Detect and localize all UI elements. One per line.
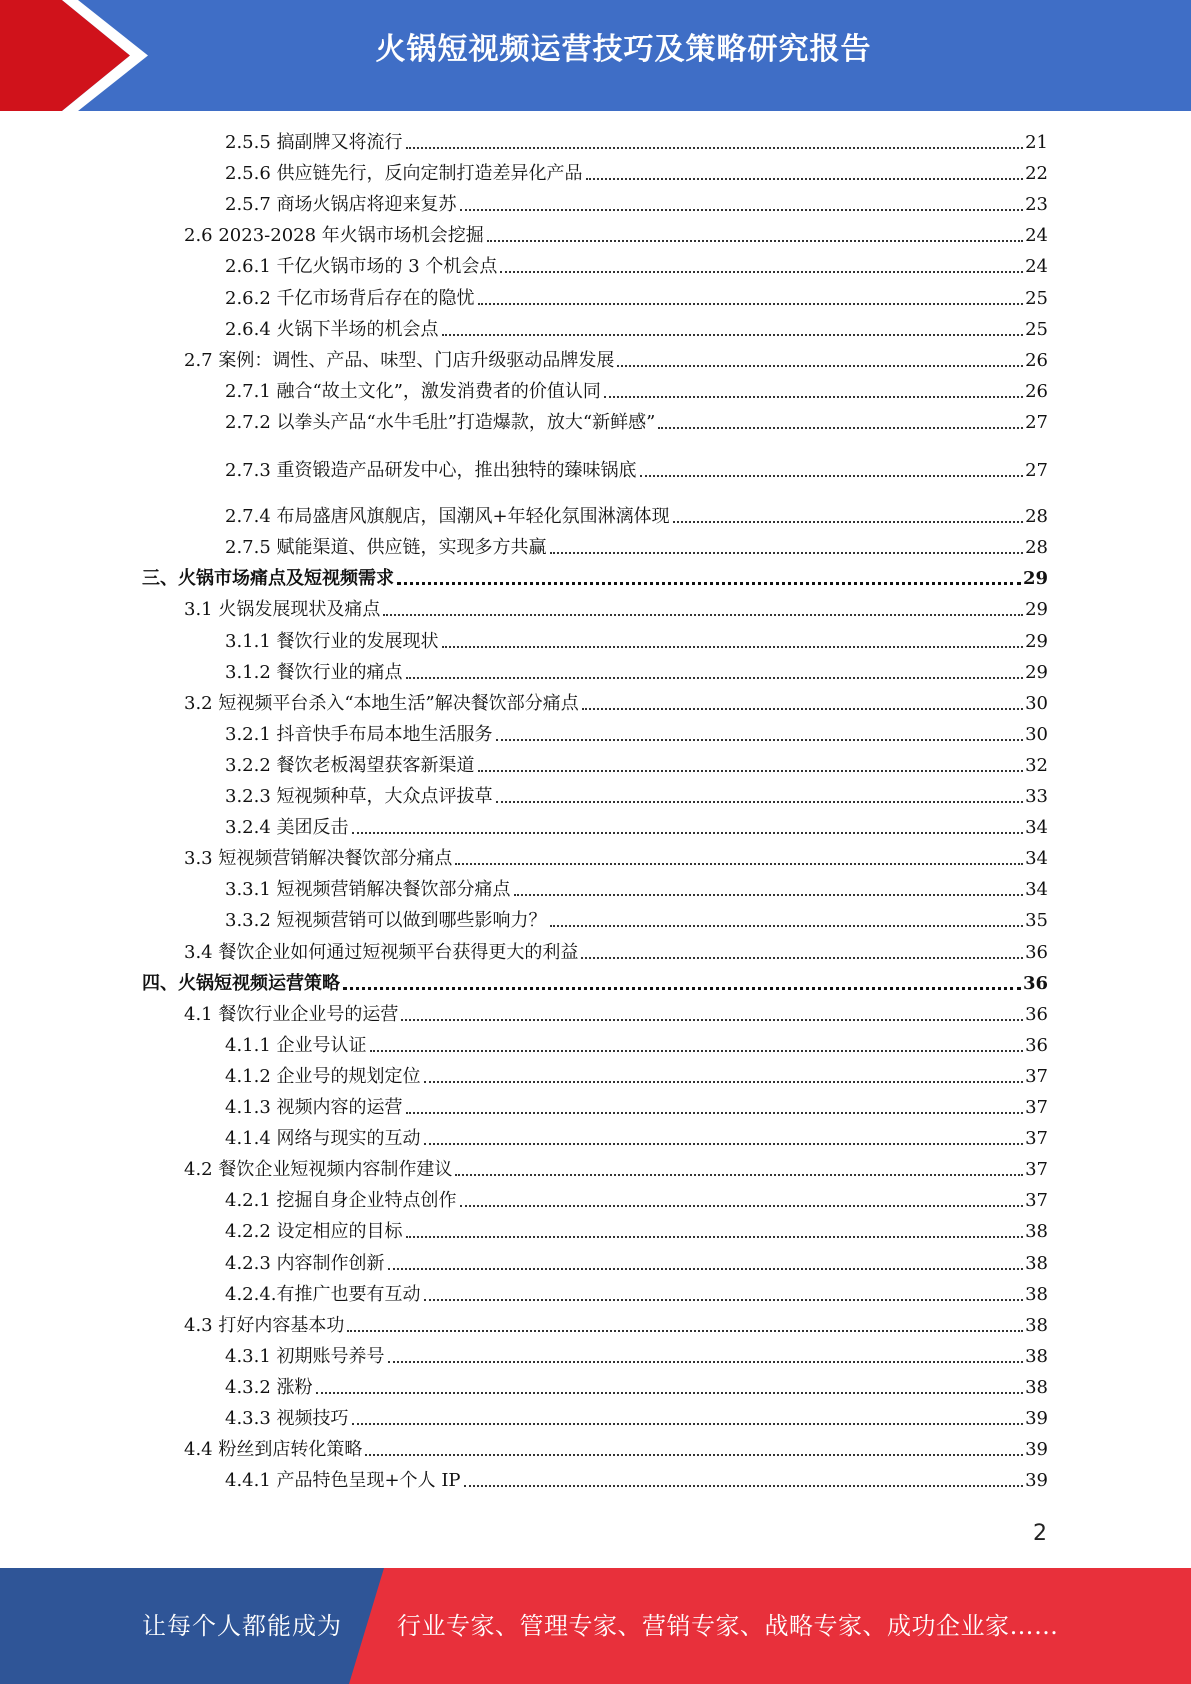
toc-entry-title: 3.1.2 餐饮行业的痛点 xyxy=(225,662,403,683)
toc-entry-page: 22 xyxy=(1025,163,1048,184)
toc-entry[interactable] xyxy=(225,812,1048,840)
toc-entry-page: 29 xyxy=(1022,568,1048,589)
page-header xyxy=(0,0,1191,111)
toc-entry-title: 4.2.4.有推广也要有互动 xyxy=(225,1284,421,1305)
toc-entry[interactable] xyxy=(225,251,1048,279)
toc-entry-page: 37 xyxy=(1025,1159,1048,1180)
toc-entry-page: 24 xyxy=(1025,225,1048,246)
toc-dot-leader xyxy=(487,240,1023,242)
toc-entry-page: 29 xyxy=(1025,662,1048,683)
toc-entry[interactable] xyxy=(225,874,1048,902)
toc-entry-title: 3.1.1 餐饮行业的发展现状 xyxy=(225,631,439,652)
toc-entry-title: 4.1.2 企业号的规划定位 xyxy=(225,1066,421,1087)
toc-dot-leader xyxy=(604,396,1023,398)
toc-dot-leader xyxy=(582,708,1023,710)
toc-entry-page: 30 xyxy=(1025,693,1048,714)
toc-entry-title: 2.7.5 赋能渠道、供应链，实现多方共赢 xyxy=(225,537,547,558)
toc-dot-leader xyxy=(496,739,1024,741)
toc-dot-leader xyxy=(550,552,1024,554)
toc-dot-leader xyxy=(424,1143,1024,1145)
toc-dot-leader xyxy=(460,1205,1024,1207)
toc-entry-page: 35 xyxy=(1025,910,1048,931)
toc-entry-page: 36 xyxy=(1022,973,1048,994)
toc-entry[interactable] xyxy=(184,937,1048,965)
toc-entry[interactable] xyxy=(184,1310,1048,1338)
toc-dot-leader xyxy=(464,1485,1024,1487)
toc-entry[interactable] xyxy=(225,1465,1048,1493)
toc-entry-title: 2.7 案例：调性、产品、味型、门店升级驱动品牌发展 xyxy=(184,350,615,371)
toc-entry-title: 4.2.2 设定相应的目标 xyxy=(225,1221,403,1242)
toc-dot-leader xyxy=(478,770,1024,772)
toc-entry-page: 38 xyxy=(1025,1315,1048,1336)
toc-entry-page: 29 xyxy=(1025,631,1048,652)
toc-entry[interactable] xyxy=(225,1030,1048,1058)
toc-entry-page: 27 xyxy=(1025,460,1048,481)
toc-entry-page: 34 xyxy=(1025,879,1048,900)
toc-entry-page: 28 xyxy=(1025,506,1048,527)
toc-entry-title: 3.1 火锅发展现状及痛点 xyxy=(184,599,381,620)
toc-entry[interactable] xyxy=(225,750,1048,778)
toc-entry-page: 28 xyxy=(1025,537,1048,558)
toc-entry-title: 2.7.4 布局盛唐风旗舰店，国潮风+年轻化氛围淋漓体现 xyxy=(225,506,670,527)
toc-entry-page: 25 xyxy=(1025,288,1048,309)
toc-entry-page: 30 xyxy=(1025,724,1048,745)
toc-entry-page: 26 xyxy=(1025,381,1048,402)
toc-dot-leader xyxy=(658,427,1023,429)
toc-entry-title: 4.1.4 网络与现实的互动 xyxy=(225,1128,421,1149)
toc-entry-title: 3.2.3 短视频种草，大众点评拔草 xyxy=(225,786,493,807)
toc-entry-title: 2.6.4 火锅下半场的机会点 xyxy=(225,319,439,340)
toc-dot-leader xyxy=(460,209,1024,211)
toc-dot-leader xyxy=(514,894,1024,896)
toc-entry-title: 4.3 打好内容基本功 xyxy=(184,1315,345,1336)
toc-entry-title: 三、火锅市场痛点及短视频需求 xyxy=(142,568,394,589)
toc-dot-leader xyxy=(352,1423,1024,1425)
toc-entry-title: 3.3.1 短视频营销解决餐饮部分痛点 xyxy=(225,879,511,900)
toc-entry-title: 4.3.1 初期账号养号 xyxy=(225,1346,385,1367)
toc-dot-leader xyxy=(478,303,1024,305)
toc-dot-leader xyxy=(406,1112,1024,1114)
toc-dot-leader xyxy=(673,521,1023,523)
toc-entry-page: 37 xyxy=(1025,1097,1048,1118)
toc-entry-title: 四、火锅短视频运营策略 xyxy=(142,973,340,994)
toc-entry-title: 2.5.7 商场火锅店将迎来复苏 xyxy=(225,194,457,215)
toc-dot-leader xyxy=(424,1081,1024,1083)
toc-dot-leader xyxy=(352,832,1024,834)
toc-dot-leader xyxy=(365,1454,1023,1456)
toc-entry-title: 3.2.2 餐饮老板渴望获客新渠道 xyxy=(225,755,475,776)
toc-entry[interactable] xyxy=(225,1061,1048,1089)
toc-entry-title: 2.7.2 以拳头产品“水牛毛肚”打造爆款，放大“新鲜感” xyxy=(225,412,656,433)
toc-entry-page: 32 xyxy=(1025,755,1048,776)
toc-entry-title: 3.2.1 抖音快手布局本地生活服务 xyxy=(225,724,493,745)
footer-slogan-right: 行业专家、管理专家、营销专家、战略专家、成功企业家…… xyxy=(397,1612,1059,1640)
toc-entry-title: 4.3.2 涨粉 xyxy=(225,1377,313,1398)
toc-entry[interactable] xyxy=(225,501,1048,529)
toc-entry[interactable] xyxy=(225,127,1048,155)
toc-entry[interactable] xyxy=(184,220,1048,248)
toc-entry[interactable] xyxy=(225,1092,1048,1120)
toc-entry[interactable] xyxy=(225,376,1048,404)
toc-dot-leader xyxy=(455,1174,1023,1176)
toc-entry-title: 4.2.3 内容制作创新 xyxy=(225,1253,385,1274)
toc-entry-page: 25 xyxy=(1025,319,1048,340)
toc-dot-leader xyxy=(617,365,1023,367)
toc-dot-leader xyxy=(316,1392,1024,1394)
toc-entry-page: 38 xyxy=(1025,1377,1048,1398)
toc-entry-page: 39 xyxy=(1025,1470,1048,1491)
toc-dot-leader xyxy=(406,1236,1024,1238)
toc-entry-page: 26 xyxy=(1025,350,1048,371)
toc-dot-leader xyxy=(388,1268,1024,1270)
toc-entry-page: 21 xyxy=(1025,132,1048,153)
toc-entry-page: 37 xyxy=(1025,1190,1048,1211)
toc-entry[interactable] xyxy=(225,1248,1048,1276)
toc-entry[interactable] xyxy=(225,1341,1048,1369)
toc-dot-leader xyxy=(496,801,1024,803)
toc-entry-page: 36 xyxy=(1025,942,1048,963)
toc-entry-page: 37 xyxy=(1025,1066,1048,1087)
toc-entry[interactable] xyxy=(225,455,1048,483)
toc-entry-title: 4.2.1 挖掘自身企业特点创作 xyxy=(225,1190,457,1211)
toc-entry-title: 2.5.5 搞副牌又将流行 xyxy=(225,132,403,153)
toc-entry-page: 34 xyxy=(1025,848,1048,869)
toc-dot-leader xyxy=(550,925,1024,927)
toc-entry[interactable] xyxy=(225,189,1048,217)
toc-entry-title: 3.4 餐饮企业如何通过短视频平台获得更大的利益 xyxy=(184,942,579,963)
toc-entry-page: 39 xyxy=(1025,1439,1048,1460)
toc-entry[interactable] xyxy=(184,345,1048,373)
toc-entry-title: 4.3.3 视频技巧 xyxy=(225,1408,349,1429)
toc-entry[interactable] xyxy=(142,968,1048,996)
toc-entry[interactable] xyxy=(225,1185,1048,1213)
toc-entry-title: 3.2 短视频平台杀入“本地生活”解决餐饮部分痛点 xyxy=(184,693,579,714)
toc-entry-title: 3.3.2 短视频营销可以做到哪些影响力？ xyxy=(225,910,547,931)
toc-entry-title: 4.1.1 企业号认证 xyxy=(225,1035,367,1056)
toc-dot-leader xyxy=(424,1299,1024,1301)
toc-entry[interactable] xyxy=(225,719,1048,747)
toc-dot-leader xyxy=(406,147,1024,149)
toc-entry-page: 24 xyxy=(1025,256,1048,277)
toc-entry-page: 33 xyxy=(1025,786,1048,807)
toc-dot-leader xyxy=(586,178,1024,180)
toc-entry[interactable] xyxy=(184,1154,1048,1182)
toc-entry[interactable] xyxy=(225,158,1048,186)
toc-dot-leader xyxy=(406,677,1024,679)
toc-entry-page: 36 xyxy=(1025,1035,1048,1056)
toc-entry-page: 34 xyxy=(1025,817,1048,838)
toc-entry-title: 2.6 2023-2028 年火锅市场机会挖掘 xyxy=(184,225,484,246)
toc-dot-leader xyxy=(442,646,1024,648)
toc-entry[interactable] xyxy=(225,1216,1048,1244)
page-number: 2 xyxy=(1033,1521,1047,1546)
toc-entry[interactable] xyxy=(225,657,1048,685)
toc-entry[interactable] xyxy=(225,314,1048,342)
toc-entry[interactable] xyxy=(225,626,1048,654)
toc-entry-page: 38 xyxy=(1025,1253,1048,1274)
toc-entry[interactable] xyxy=(225,532,1048,560)
toc-dot-leader xyxy=(383,614,1023,616)
toc-dot-leader xyxy=(500,271,1023,273)
toc-entry-page: 37 xyxy=(1025,1128,1048,1149)
toc-entry[interactable] xyxy=(225,1279,1048,1307)
toc-entry-title: 4.4 粉丝到店转化策略 xyxy=(184,1439,363,1460)
toc-dot-leader xyxy=(388,1361,1024,1363)
toc-entry[interactable] xyxy=(184,688,1048,716)
toc-dot-leader xyxy=(455,863,1023,865)
toc-entry-page: 38 xyxy=(1025,1221,1048,1242)
toc-dot-leader xyxy=(397,582,1021,585)
toc-entry[interactable] xyxy=(142,563,1048,591)
toc-entry-title: 3.3 短视频营销解决餐饮部分痛点 xyxy=(184,848,453,869)
toc-entry-page: 36 xyxy=(1025,1004,1048,1025)
toc-entry[interactable] xyxy=(184,594,1048,622)
toc-entry-page: 39 xyxy=(1025,1408,1048,1429)
toc-entry-page: 38 xyxy=(1025,1346,1048,1367)
page-footer xyxy=(0,1568,1191,1684)
toc-entry[interactable] xyxy=(225,1403,1048,1431)
toc-entry[interactable] xyxy=(184,1434,1048,1462)
toc-entry[interactable] xyxy=(184,843,1048,871)
toc-entry[interactable] xyxy=(225,1372,1048,1400)
toc-entry-title: 2.7.1 融合“故土文化”，激发消费者的价值认同 xyxy=(225,381,601,402)
toc-dot-leader xyxy=(401,1019,1023,1021)
toc-dot-leader xyxy=(581,957,1023,959)
report-title: 火锅短视频运营技巧及策略研究报告 xyxy=(375,32,872,67)
toc-dot-leader xyxy=(442,334,1024,336)
toc-entry-title: 4.1 餐饮行业企业号的运营 xyxy=(184,1004,399,1025)
toc-entry-title: 2.6.2 千亿市场背后存在的隐忧 xyxy=(225,288,475,309)
toc-entry-title: 3.2.4 美团反击 xyxy=(225,817,349,838)
toc-entry-title: 2.6.1 千亿火锅市场的 3 个机会点 xyxy=(225,256,498,277)
toc-entry-title: 2.5.6 供应链先行，反向定制打造差异化产品 xyxy=(225,163,583,184)
toc-entry-page: 23 xyxy=(1025,194,1048,215)
toc-dot-leader xyxy=(370,1050,1024,1052)
toc-entry[interactable] xyxy=(184,999,1048,1027)
toc-dot-leader xyxy=(640,475,1024,477)
footer-slogan-left: 让每个人都能成为 xyxy=(142,1612,342,1640)
toc-entry-page: 27 xyxy=(1025,412,1048,433)
toc-entry[interactable] xyxy=(225,905,1048,933)
toc-dot-leader xyxy=(347,1330,1023,1332)
toc-entry-title: 4.1.3 视频内容的运营 xyxy=(225,1097,403,1118)
toc-entry-title: 4.2 餐饮企业短视频内容制作建议 xyxy=(184,1159,453,1180)
toc-entry-page: 38 xyxy=(1025,1284,1048,1305)
toc-entry[interactable] xyxy=(225,1123,1048,1151)
toc-entry-title: 4.4.1 产品特色呈现+个人 IP xyxy=(225,1470,461,1491)
toc-entry[interactable] xyxy=(225,781,1048,809)
toc-entry[interactable] xyxy=(225,407,1048,435)
toc-entry-page: 29 xyxy=(1025,599,1048,620)
toc-entry[interactable] xyxy=(225,283,1048,311)
toc-dot-leader xyxy=(343,987,1021,990)
toc-entry-title: 2.7.3 重资锻造产品研发中心，推出独特的臻味锅底 xyxy=(225,460,637,481)
